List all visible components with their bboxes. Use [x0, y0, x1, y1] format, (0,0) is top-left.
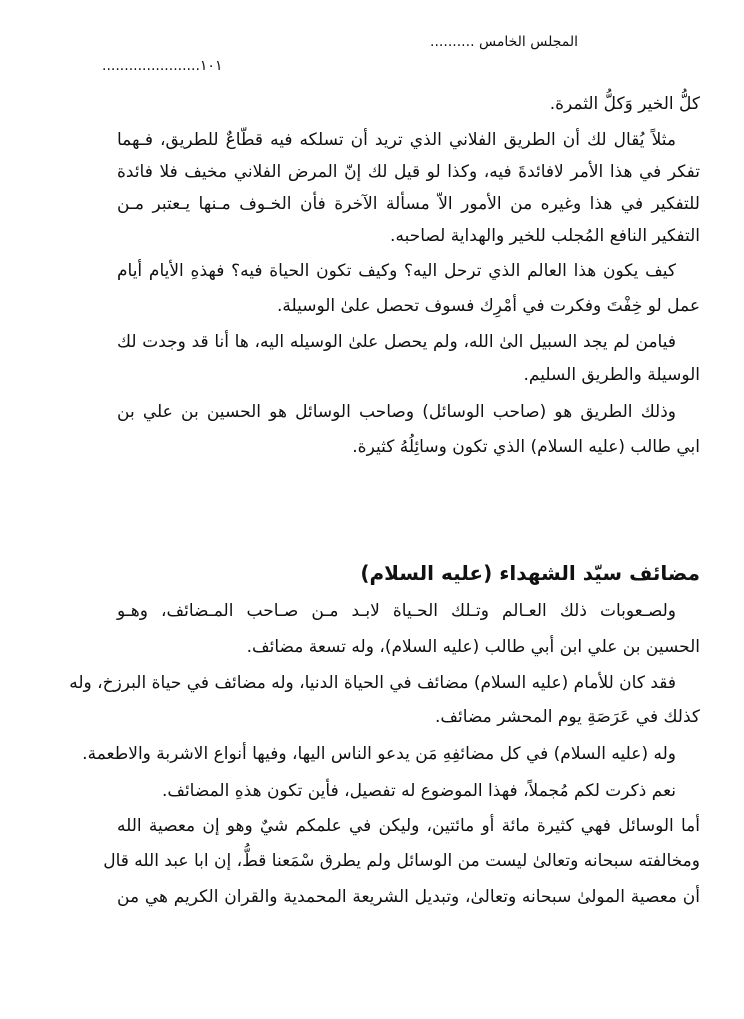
text-line: كيف يكون هذا العالم الذي ترحل اليه؟ وكيف تكون الحياة فيه؟ فهذهِ الأيام أيام	[117, 261, 676, 281]
section-heading: مضائف سيّد الشهداء (عليه السلام)	[360, 561, 700, 585]
text-line: أن معصية المولىٰ سبحانه وتعالىٰ، وتبديل الشريعة المحمدية والقران الكريم هي من	[117, 887, 700, 907]
text-line: ومخالفته سبحانه وتعالىٰ ليست من الوسائل ولم يطرق سْمَعنا قطُّ، إن ابا عبد الله قال	[103, 851, 700, 871]
text-line: كلُّ الخير وَكلُّ الثمرة.	[549, 94, 700, 114]
text-line: ولصـعوبات ذلك العـالم وتـلك الحـياة لابـد مـن صـاحب المـضائف، وهـو	[117, 601, 676, 621]
text-line: للتفكير في هذا وغيره من الأمور الاّ مسألة الآخرة فأن الخـوف مـنها يـعتبر مـن	[117, 194, 700, 214]
text-line: وله (عليه السلام) في كل مضائفِهِ مَن يدعو الناس اليها، وفيها أنواع الاشربة والاطعمة.	[82, 744, 676, 764]
text-line: ابي طالب (عليه السلام) الذي تكون وسائِلُهُ كثيرة.	[352, 437, 700, 457]
text-line: التفكير النافع المُجلب للخير والهداية لصاحبه.	[390, 226, 700, 246]
text-line: فيامن لم يجد السبيل الىٰ الله، ولم يحصل علىٰ الوسيله اليه، ها أنا قد وجدت لك	[117, 332, 676, 352]
text-line: فقد كان للأمام (عليه السلام) مضائف في الحياة الدنيا، وله مضائف في حياة البرزخ، وله	[69, 673, 676, 693]
page-number: ١٠١......................	[102, 58, 223, 74]
text-line: نعم ذكرت لكم مُجملاً، فهذا الموضوع له تفصيل، فأين تكون هذهِ المضائف.	[161, 781, 676, 801]
running-header-chapter: المجلس الخامس ..........	[430, 34, 578, 50]
text-line: الوسيلة والطريق السليم.	[523, 365, 700, 385]
text-line: مثلاً يُقال لك أن الطريق الفلاني الذي تريد أن تسلكه فيه قطّاعٌ للطريق، فـهما	[117, 130, 676, 150]
text-line: كذلك في عَرَصَةِ يوم المحشر مضائف.	[435, 707, 700, 727]
text-line: تفكر في هذا الأمر لافائدةَ فيه، وكذا لو قيل لك إنّ المرض الفلاني مخيف فلا فائدة	[117, 162, 700, 182]
text-line: عمل لو خِفْتَ وفكرت في أمْرِك فسوف تحصل علىٰ الوسيلة.	[276, 296, 700, 316]
text-line: وذلك الطريق هو (صاحب الوسائل) وصاحب الوسائل هو الحسين بن علي بن	[117, 402, 676, 422]
text-line: الحسين بن علي ابن أبي طالب (عليه السلام)، وله تسعة مضائف.	[246, 637, 700, 657]
text-line: أما الوسائل فهي كثيرة مائة أو مائتين، وليكن في علمكم شيٌ وهو إن معصية الله	[117, 816, 700, 836]
